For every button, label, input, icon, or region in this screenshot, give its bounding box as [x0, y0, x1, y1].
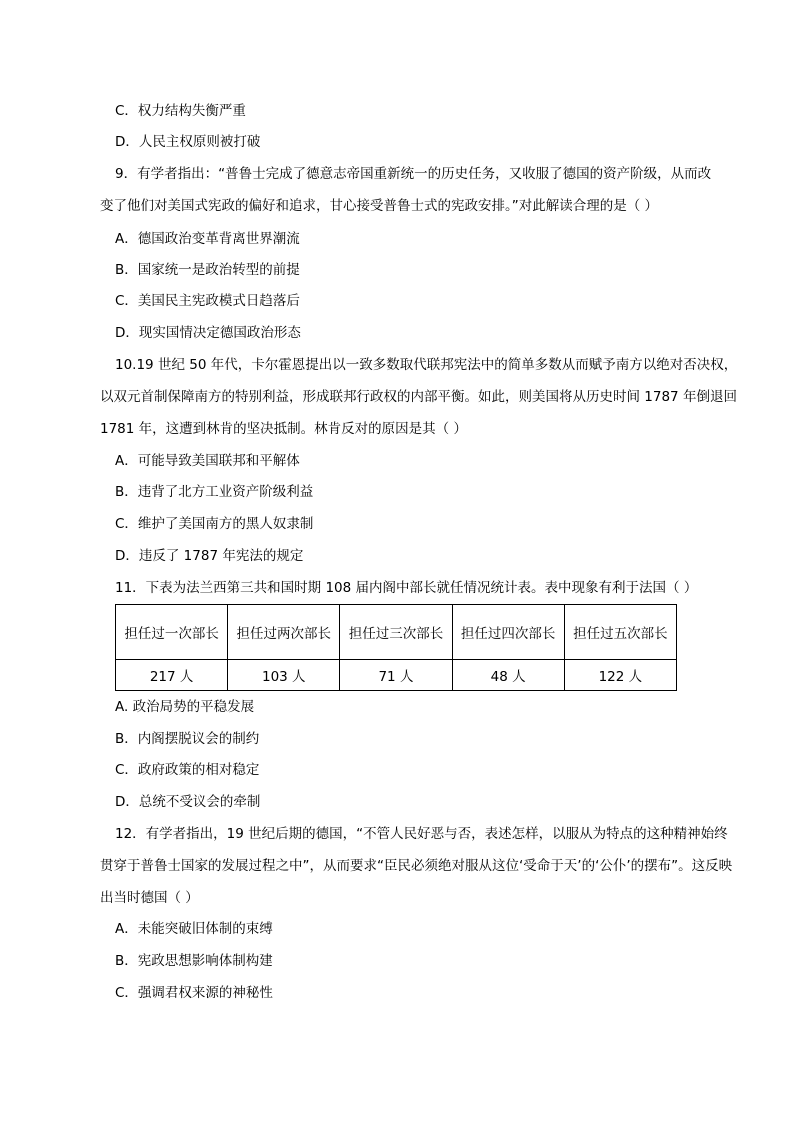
q11-option-c: C．政府政策的相对稳定 [115, 762, 260, 778]
q12-option-c: C．强调君权来源的神秘性 [115, 985, 273, 1001]
q8-option-c: C．权力结构失衡严重 [115, 103, 246, 119]
table-header-cell: 担任过四次部长 [452, 605, 564, 660]
q9-option-a: A．德国政治变革背离世界潮流 [115, 231, 300, 247]
q10-stem-line-3: 1781 年，这遭到林肯的坚决抵制。林肯反对的原因是其（ ） [100, 421, 467, 437]
table-header-cell: 担任过五次部长 [564, 605, 676, 660]
table-header-cell: 担任过三次部长 [340, 605, 452, 660]
table-cell: 103 人 [228, 660, 340, 691]
table-header-row [116, 605, 677, 660]
table-cell: 122 人 [564, 660, 676, 691]
q8-option-d: D．人民主权原则被打破 [115, 134, 261, 150]
q11-option-d: D．总统不受议会的牵制 [115, 794, 261, 810]
q12-stem-line-2: 贯穿于普鲁士国家的发展过程之中”，从而要求“臣民必须绝对服从这位‘受命于天’的‘公仆’的摆布”。这反映 [100, 858, 733, 874]
q9-stem-line-2: 变了他们对美国式宪政的偏好和追求，甘心接受普鲁士式的宪政安排。”对此解读合理的是（ ） [100, 198, 659, 214]
q11-stem: 11．下表为法兰西第三共和国时期 108 届内阁中部长就任情况统计表。表中现象有利于法国（ ） [115, 580, 698, 596]
table-cell: 48 人 [452, 660, 564, 691]
q10-stem-line-1: 10.19 世纪 50 年代，卡尔霍恩提出以一致多数取代联邦宪法中的简单多数从而赋予南方以绝对否决权， [115, 357, 738, 373]
q11-option-b: B．内阁摆脱议会的制约 [115, 731, 260, 747]
q9-stem-line-1: 9．有学者指出：“普鲁士完成了德意志帝国重新统一的历史任务，又收服了德国的资产阶级，从而改 [115, 166, 712, 182]
table-header-cell: 担任过一次部长 [116, 605, 228, 660]
q9-option-d: D．现实国情决定德国政治形态 [115, 325, 301, 341]
minister-stats-table [115, 604, 677, 691]
q9-option-c: C．美国民主宪政模式日趋落后 [115, 293, 300, 309]
q10-stem-line-2: 以双元首制保障南方的特别利益，形成联邦行政权的内部平衡。如此，则美国将从历史时间 1787 年倒退回 [100, 389, 737, 405]
q12-option-a: A．未能突破旧体制的束缚 [115, 921, 273, 937]
table-cell: 71 人 [340, 660, 452, 691]
q10-option-c: C．维护了美国南方的黑人奴隶制 [115, 516, 314, 532]
q10-option-a: A．可能导致美国联邦和平解体 [115, 453, 300, 469]
table-value-row [116, 660, 677, 691]
q11-option-a: A. 政治局势的平稳发展 [115, 699, 255, 715]
q10-option-d: D．违反了 1787 年宪法的规定 [115, 548, 304, 564]
q12-stem-line-3: 出当时德国（ ） [100, 890, 199, 906]
table-cell: 217 人 [116, 660, 228, 691]
q12-option-b: B．宪政思想影响体制构建 [115, 953, 273, 969]
table-header-cell: 担任过两次部长 [228, 605, 340, 660]
q12-stem-line-1: 12．有学者指出，19 世纪后期的德国，“不管人民好恶与否，表述怎样，以服从为特点的这种精神始终 [115, 826, 728, 842]
q10-option-b: B．违背了北方工业资产阶级利益 [115, 484, 314, 500]
q9-option-b: B．国家统一是政治转型的前提 [115, 262, 300, 278]
